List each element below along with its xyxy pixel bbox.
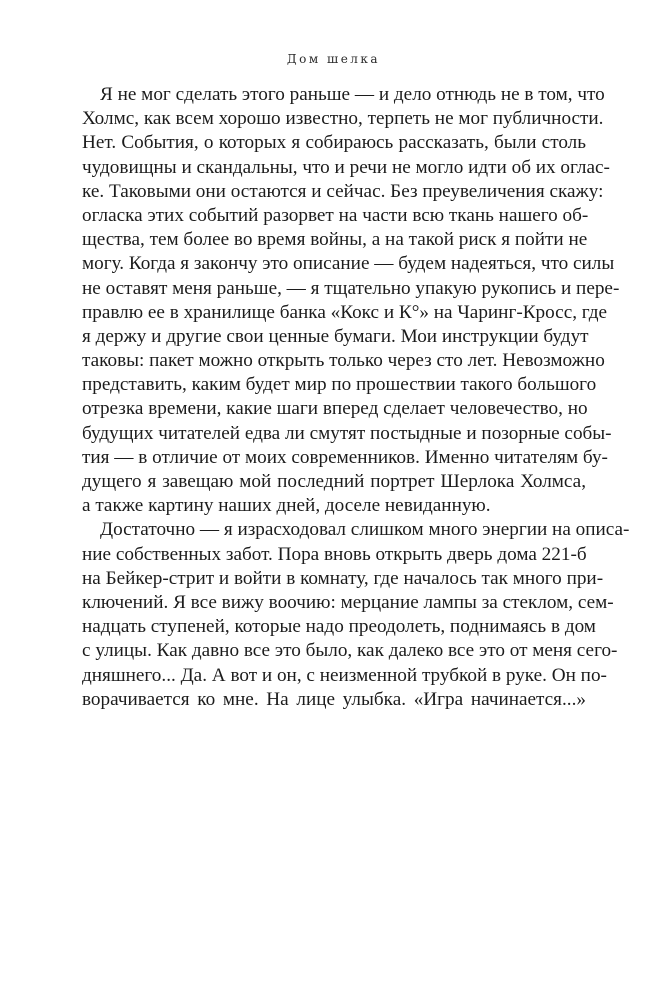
text-line: огласка этих событий разорвет на части всю ткань нашего об- — [82, 204, 589, 226]
text-line: могу. Когда я закончу это описание — будем надеяться, что силы — [82, 253, 615, 275]
text-line: ворачивается ко мне. На лице улыбка. «Игра начинается...» — [82, 688, 586, 710]
body-text — [82, 83, 630, 712]
text-line: не оставят меня раньше, — я тщательно упакую рукопись и пере- — [82, 277, 620, 299]
text-line: дущего я завещаю мой последний портрет Шерлока Холмса, — [82, 471, 586, 492]
text-line: с улицы. Как давно все это было, как далеко все это от меня сего- — [82, 640, 618, 662]
text-line: ние собственных забот. Пора вновь открыть дверь дома 221-б — [82, 543, 587, 565]
text-line: Я не мог сделать этого раньше — и дело отнюдь не в том, что — [100, 84, 605, 105]
text-line: тия — в отличие от моих современников. Именно читателям бу- — [82, 446, 608, 468]
paragraph-2 — [82, 518, 630, 712]
text-line: таковы: пакет можно открыть только через сто лет. Невозможно — [82, 350, 605, 372]
text-line: Достаточно — я израсходовал слишком много энергии на описа- — [100, 519, 630, 541]
text-line: представить, каким будет мир по прошествии такого большого — [82, 374, 597, 396]
text-line: а также картину наших дней, доселе невиданную. — [82, 495, 491, 517]
paragraph-1 — [82, 83, 620, 518]
text-line: отрезка времени, какие шаги вперед сделает человечество, но — [82, 398, 588, 420]
running-head: Дом шелка — [286, 52, 381, 66]
text-line: будущих читателей едва ли смутят постыдные и позорные собы- — [82, 422, 612, 444]
text-line: я держу и другие свои ценные бумаги. Мои инструкции будут — [82, 325, 589, 347]
text-line: щества, тем более во время войны, а на такой риск я пойти не — [82, 229, 588, 251]
text-line: на Бейкер-стрит и войти в комнату, где началось так много при- — [82, 567, 604, 589]
text-line: Холмс, как всем хорошо известно, терпеть не мог публичности. — [82, 108, 604, 130]
text-line: дняшнего... Да. А вот и он, с неизменной трубкой в руке. Он по- — [82, 664, 607, 686]
text-line: ке. Таковыми они остаются и сейчас. Без преувеличения скажу: — [82, 180, 604, 202]
text-line: чудовищны и скандальны, что и речи не могло идти об их оглас- — [82, 156, 610, 178]
text-line: Нет. События, о которых я собираюсь рассказать, были столь — [82, 132, 586, 154]
text-line: ключений. Я все вижу воочию: мерцание лампы за стеклом, сем- — [82, 591, 614, 613]
text-line: надцать ступеней, которые надо преодолеть, поднимаясь в дом — [82, 616, 596, 638]
text-line: правлю ее в хранилище банка «Кокс и К°» на Чаринг-Кросс, где — [82, 301, 607, 323]
